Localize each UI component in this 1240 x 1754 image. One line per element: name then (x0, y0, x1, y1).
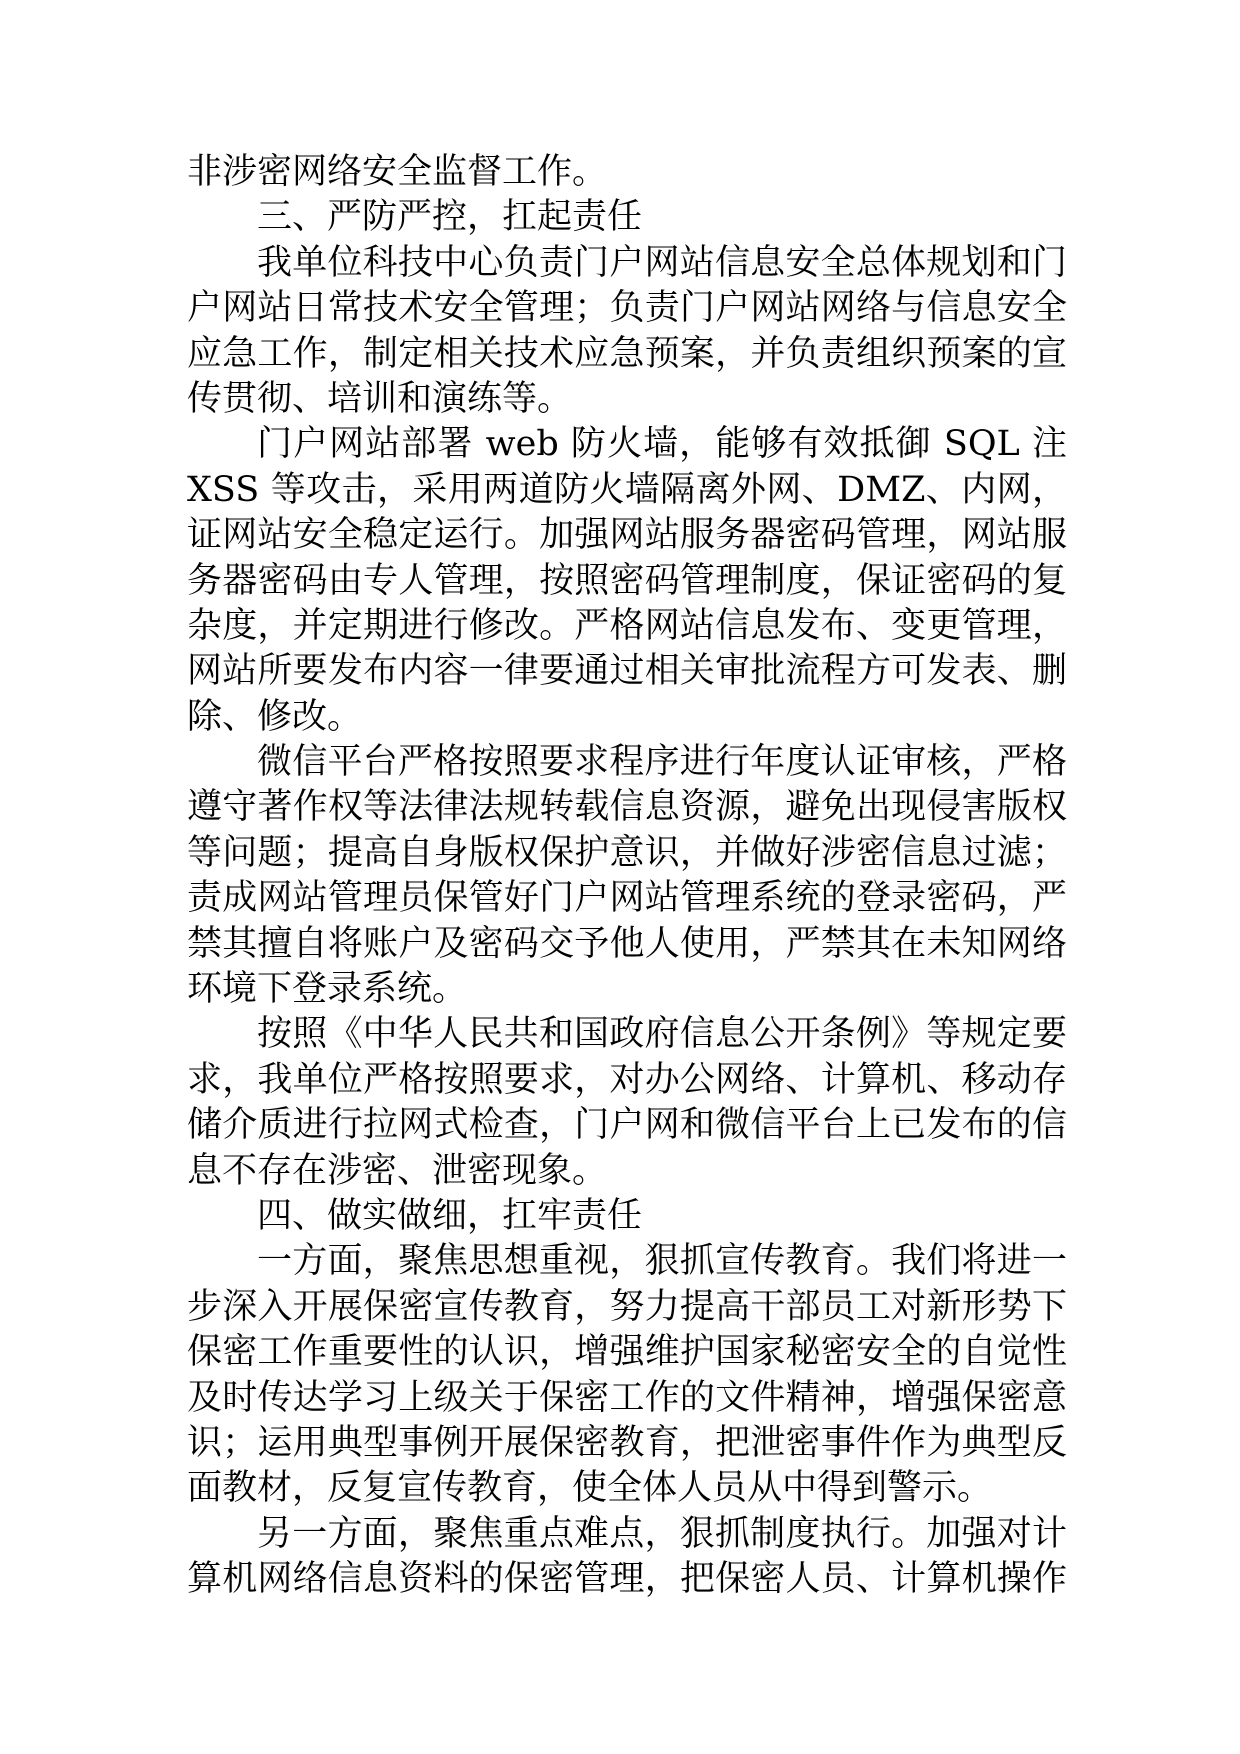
text-line: 一方面，聚焦思想重视，狠抓宣传教育。我们将进一 (257, 1241, 1067, 1282)
text-line: 微信平台严格按照要求程序进行年度认证审核，严格 (257, 742, 1067, 783)
text-line: 三、严防严控，扛起责任 (257, 197, 643, 238)
text-line: XSS 等攻击，采用两道防火墙隔离外网、DMZ、内网， (187, 469, 1067, 510)
text-line: 责成网站管理员保管好门户网站管理系统的登录密码，严 (187, 878, 1067, 919)
text-line: 等问题；提高自身版权保护意识，并做好涉密信息过滤； (187, 832, 1067, 873)
text-line: 及时传达学习上级关于保密工作的文件精神，增强保密意 (187, 1377, 1067, 1418)
text-line: 网站所要发布内容一律要通过相关审批流程方可发表、删 (187, 651, 1067, 692)
text-line: 证网站安全稳定运行。加强网站服务器密码管理，网站服 (187, 515, 1067, 556)
text-line: 门户网站部署 web 防火墙，能够有效抵御 SQL 注 (257, 424, 1067, 465)
text-line: 务器密码由专人管理，按照密码管理制度，保证密码的复 (187, 560, 1067, 601)
text-line: 面教材，反复宣传教育，使全体人员从中得到警示。 (187, 1468, 993, 1509)
text-line: 非涉密网络安全监督工作。 (187, 152, 608, 192)
text-line: 四、做实做细，扛牢责任 (257, 1195, 643, 1236)
text-line: 遵守著作权等法律法规转载信息资源，避免出现侵害版权 (187, 787, 1067, 828)
text-line: 应急工作，制定相关技术应急预案，并负责组织预案的宣 (187, 333, 1067, 374)
text-line: 环境下登录系统。 (187, 969, 468, 1010)
text-line: 算机网络信息资料的保密管理，把保密人员、计算机操作 (187, 1559, 1067, 1600)
text-line: 识；运用典型事例开展保密教育，把泄密事件作为典型反 (187, 1422, 1067, 1463)
text-line: 储介质进行拉网式检查，门户网和微信平台上已发布的信 (187, 1105, 1067, 1146)
text-line: 步深入开展保密宣传教育，努力提高干部员工对新形势下 (187, 1286, 1067, 1327)
text-line: 禁其擅自将账户及密码交予他人使用，严禁其在未知网络 (187, 923, 1067, 964)
document-page (187, 150, 1067, 1603)
text-line: 传贯彻、培训和演练等。 (187, 378, 573, 419)
text-line: 求，我单位严格按照要求，对办公网络、计算机、移动存 (187, 1059, 1067, 1100)
text-line: 我单位科技中心负责门户网站信息安全总体规划和门 (257, 242, 1067, 283)
text-line: 杂度，并定期进行修改。严格网站信息发布、变更管理， (187, 605, 1067, 646)
text-line: 户网站日常技术安全管理；负责门户网站网络与信息安全 (187, 288, 1067, 329)
text-line: 按照《中华人民共和国政府信息公开条例》等规定要 (257, 1014, 1067, 1055)
text-line: 保密工作重要性的认识，增强维护国家秘密安全的自觉性 (187, 1332, 1067, 1373)
text-line: 另一方面，聚焦重点难点，狠抓制度执行。加强对计 (257, 1513, 1067, 1554)
text-line: 除、修改。 (187, 696, 363, 737)
text-line: 息不存在涉密、泄密现象。 (187, 1150, 608, 1191)
